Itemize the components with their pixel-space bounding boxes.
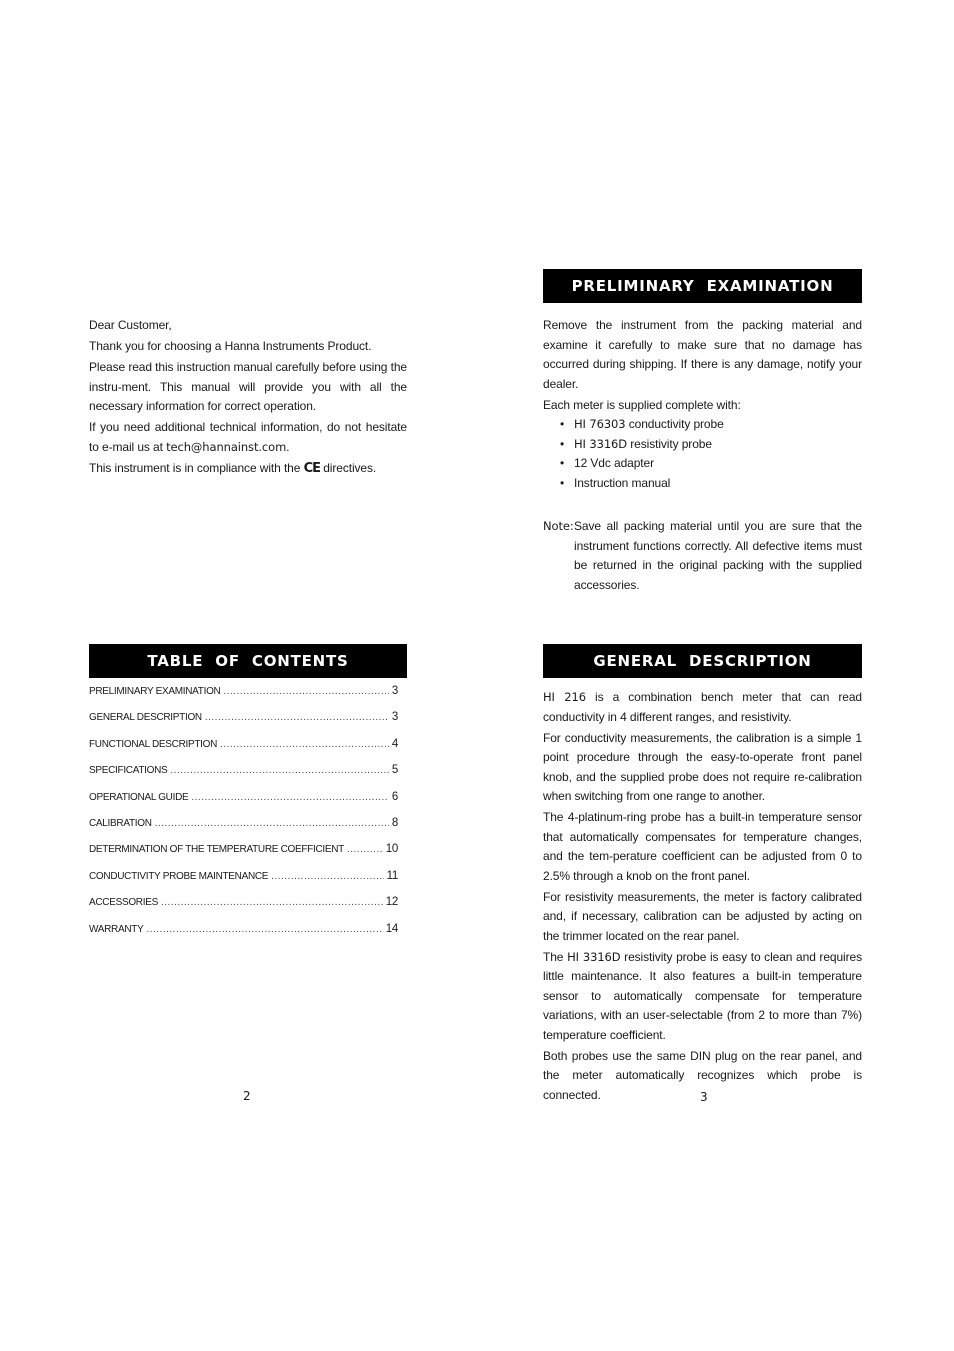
toc-entry-page: 14 [385,922,398,935]
toc-leader-dots [191,792,389,803]
toc-entry-label: FUNCTIONAL DESCRIPTION [89,738,218,750]
item-text: 12 Vdc adapter [574,456,654,470]
general-paragraph-3: The 4-platinum-ring probe has a built-in temperature sensor that automatically compensates for temperature changes, and the tem-perature coefficient can be adjusted from 0 to 2.5% through a knob on the front panel. [543,810,862,883]
preliminary-examination-section [543,316,862,595]
toc-entry[interactable] [89,738,398,764]
table-of-contents [89,685,398,949]
toc-leader-dots [170,765,388,776]
support-email-link[interactable]: tech@hannainst.com [166,439,287,454]
letter-paragraph-1: Thank you for choosing a Hanna Instruments Product. [89,339,372,353]
general-paragraph-5: The HI 3316D resistivity probe is easy to clean and requires little maintenance. It also features a built-in temperature sensor to automatically compensate for temperature variations, with an user-selectable (from 2 to more than 7%) temperature coefficient. [543,949,862,1042]
item-text: conductivity probe [625,417,724,431]
supplied-items-list [543,415,862,493]
item-code: HI 76303 [574,417,626,431]
toc-entry-label: WARRANTY [89,923,144,935]
item-text: Instruction manual [574,475,671,490]
toc-entry[interactable] [89,685,398,711]
toc-entry[interactable] [89,896,398,922]
toc-entry[interactable] [89,843,398,869]
letter-greeting: Dear Customer, [89,318,172,332]
toc-entry-page: 12 [385,896,398,909]
toc-leader-dots [271,871,383,882]
preliminary-paragraph-2: Each meter is supplied complete with: [543,397,741,412]
toc-entry-label: CALIBRATION [89,817,152,829]
toc-title-banner: TABLE OF CONTENTS [89,644,407,678]
toc-leader-dots [155,818,389,829]
toc-leader-dots [223,686,388,697]
list-item [560,474,862,494]
item-code: HI 3316D [574,436,628,451]
letter-paragraph-4: This instrument is in compliance with the CE directives. [89,460,377,476]
customer-letter [89,316,407,478]
toc-leader-dots [220,739,389,750]
toc-entry[interactable] [89,764,398,790]
general-paragraph-2: For conductivity measurements, the calibration is a simple 1 point procedure through the easy-to-operate front panel knob, and the supplied probe does not require re-calibration when switching from one range to another. [543,730,862,803]
toc-entry[interactable] [89,817,398,843]
bullet-icon: • [560,436,565,451]
toc-entry[interactable] [89,791,398,817]
toc-entry-page: 5 [391,764,398,777]
general-paragraph-6: Both probes use the same DIN plug on the rear panel, and the meter automatically recognizes which probe is connected. [543,1048,862,1102]
list-item [560,415,862,435]
note-text: Save all packing material until you are sure that the instrument functions correctly. All defective items must be returned in the original packing with the supplied accessories. [574,519,862,592]
toc-entry-label: PRELIMINARY EXAMINATION [89,686,221,697]
toc-leader-dots [205,712,389,723]
toc-entry-label: CONDUCTIVITY PROBE MAINTENANCE [89,870,269,882]
toc-entry-label: GENERAL DESCRIPTION [89,712,202,724]
toc-entry[interactable] [89,870,398,896]
general-paragraph-4: For resistivity measurements, the meter is factory calibrated and, if necessary, calibration can be adjusted by acting on the trimmer located on the rear panel. [543,889,862,943]
bullet-icon: • [560,417,565,431]
toc-entry-label: DETERMINATION OF THE TEMPERATURE COEFFICIENT [89,844,344,856]
toc-leader-dots [161,897,383,908]
toc-entry-page: 3 [391,685,398,697]
page-number-right: 3 [700,1090,708,1104]
model-code: HI 216 [543,690,586,704]
toc-entry-label: ACCESSORIES [89,897,158,909]
letter-paragraph-3: If you need additional technical information, do not hesitate to e-mail us at tech@hannainst.com. [89,420,407,454]
preliminary-examination-banner: PRELIMINARY EXAMINATION [543,269,862,303]
toc-entry-page: 11 [386,869,398,882]
toc-entry[interactable] [89,711,398,737]
note-label: Note: [543,519,574,533]
toc-entry-label: SPECIFICATIONS [89,765,168,777]
toc-entry[interactable] [89,923,398,949]
list-item [560,454,862,474]
toc-leader-dots [347,844,383,855]
toc-entry-label: OPERATIONAL GUIDE [89,791,189,803]
general-description-section [543,688,862,1105]
list-item [560,435,862,455]
page-number-left: 2 [243,1089,251,1103]
probe-code: HI 3316D [567,949,621,964]
ce-mark-icon: CE [303,460,320,476]
toc-entry-page: 6 [391,790,398,803]
toc-entry-page: 3 [391,711,398,724]
toc-entry-page: 4 [391,737,398,750]
toc-leader-dots [146,924,382,935]
toc-entry-page: 8 [391,816,398,829]
bullet-icon: • [560,456,565,470]
preliminary-paragraph-1: Remove the instrument from the packing material and examine it carefully to make sure that no damage has occurred during shipping. If there is any damage, notify your dealer. [543,318,862,391]
letter-paragraph-2: Please read this instruction manual carefully before using the instru-ment. This manual will provide you with all the necessary information for correct operation. [89,360,407,413]
item-text: resistivity probe [627,436,712,451]
bullet-icon: • [560,475,565,490]
general-description-banner: GENERAL DESCRIPTION [543,644,862,678]
toc-entry-page: 10 [385,843,398,856]
general-paragraph-1: HI 216 is a combination bench meter that can read conductivity in 4 different ranges, and resistivity. [543,690,863,724]
packing-note [543,517,862,595]
